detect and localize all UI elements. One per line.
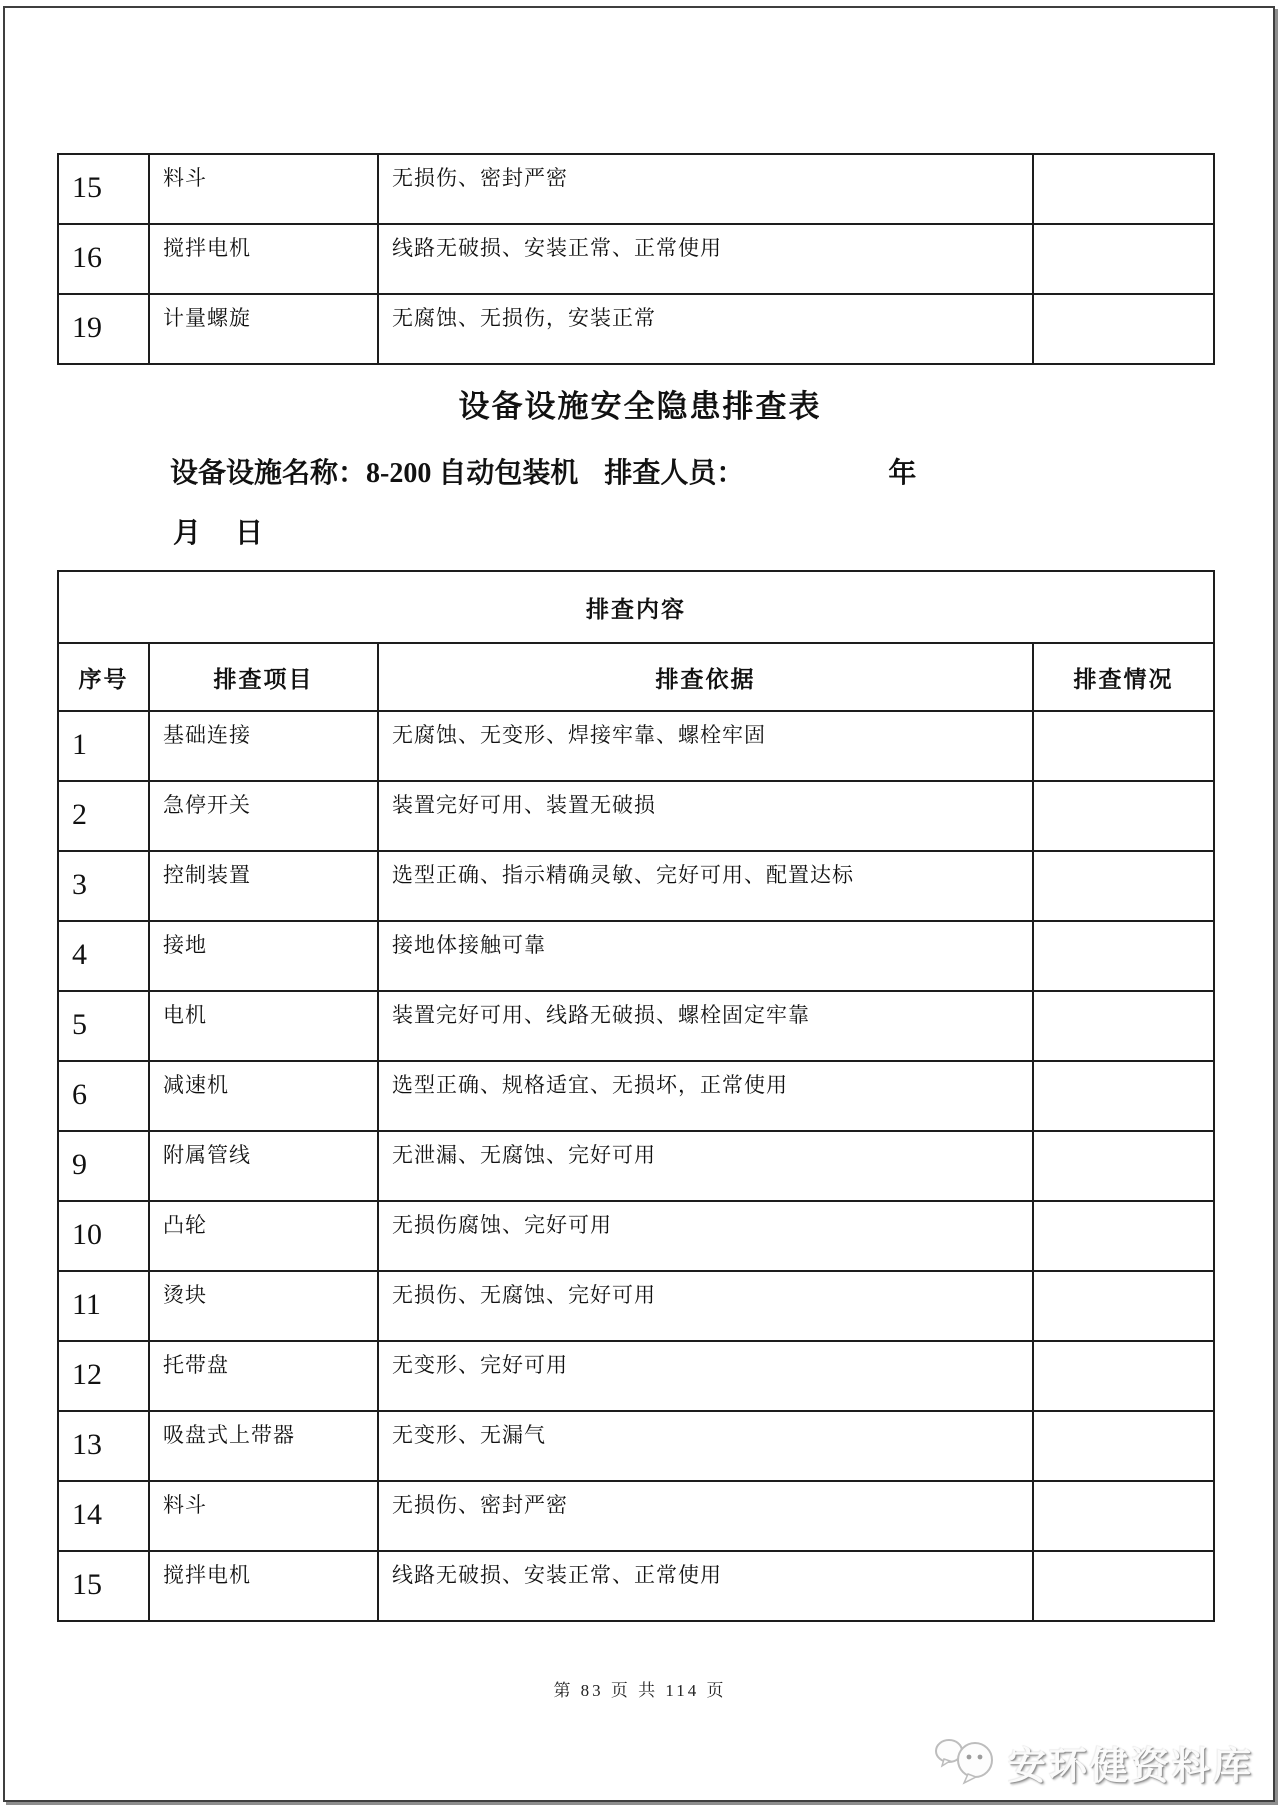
table-row bbox=[58, 1341, 1214, 1411]
footer-page-number: 第 83 页 共 114 页 bbox=[553, 1681, 727, 1700]
cell-serial-number: 10 bbox=[58, 1201, 149, 1271]
cell-inspection-status bbox=[1033, 1131, 1214, 1201]
cell-inspection-status bbox=[1033, 1411, 1214, 1481]
cell-inspection-item: 托带盘 bbox=[149, 1341, 378, 1411]
cell-inspection-item: 吸盘式上带器 bbox=[149, 1411, 378, 1481]
inspector-label: 排查人员： bbox=[604, 458, 745, 489]
cell-inspection-item: 急停开关 bbox=[149, 781, 378, 851]
cell-inspection-status bbox=[1033, 711, 1214, 781]
top-table-body bbox=[58, 154, 1214, 364]
table-row bbox=[58, 1201, 1214, 1271]
cell-inspection-status bbox=[1033, 294, 1214, 364]
top-table bbox=[57, 153, 1215, 365]
cell-serial-number: 3 bbox=[58, 851, 149, 921]
cell-inspection-status bbox=[1033, 991, 1214, 1061]
cell-inspection-basis: 无损伤、密封严密 bbox=[378, 1481, 1033, 1551]
cell-inspection-item: 接地 bbox=[149, 921, 378, 991]
cell-inspection-item: 料斗 bbox=[149, 154, 378, 224]
subtitle-line-2 bbox=[173, 511, 263, 551]
cell-inspection-basis: 无泄漏、无腐蚀、完好可用 bbox=[378, 1131, 1033, 1201]
table-row bbox=[58, 154, 1214, 224]
day-label: 日 bbox=[235, 518, 264, 549]
cell-inspection-status bbox=[1033, 1061, 1214, 1131]
page-title: 设备设施安全隐患排查表 bbox=[458, 389, 822, 424]
subtitle-line bbox=[170, 451, 916, 491]
cell-inspection-status bbox=[1033, 781, 1214, 851]
cell-inspection-status bbox=[1033, 154, 1214, 224]
cell-inspection-basis: 无腐蚀、无变形、焊接牢靠、螺栓牢固 bbox=[378, 711, 1033, 781]
col-header-item: 排查项目 bbox=[149, 643, 378, 711]
cell-serial-number: 12 bbox=[58, 1341, 149, 1411]
cell-inspection-basis: 无损伤、密封严密 bbox=[378, 154, 1033, 224]
cell-serial-number: 5 bbox=[58, 991, 149, 1061]
cell-inspection-status bbox=[1033, 921, 1214, 991]
col-header-serial: 序号 bbox=[58, 643, 149, 711]
table-row bbox=[58, 1271, 1214, 1341]
table-row bbox=[58, 294, 1214, 364]
cell-inspection-basis: 线路无破损、安装正常、正常使用 bbox=[378, 1551, 1033, 1621]
cell-inspection-basis: 选型正确、规格适宜、无损坏，正常使用 bbox=[378, 1061, 1033, 1131]
cell-inspection-item: 烫块 bbox=[149, 1271, 378, 1341]
cell-inspection-item: 搅拌电机 bbox=[149, 224, 378, 294]
cell-inspection-item: 减速机 bbox=[149, 1061, 378, 1131]
cell-inspection-basis: 接地体接触可靠 bbox=[378, 921, 1033, 991]
cell-inspection-status bbox=[1033, 1271, 1214, 1341]
cell-inspection-item: 附属管线 bbox=[149, 1131, 378, 1201]
cell-inspection-status bbox=[1033, 1201, 1214, 1271]
table-row bbox=[58, 1131, 1214, 1201]
watermark-text: 安环健资料库 bbox=[1007, 1745, 1254, 1788]
device-name-label: 设备设施名称： bbox=[170, 458, 367, 489]
main-table-head bbox=[58, 571, 1214, 711]
cell-inspection-item: 搅拌电机 bbox=[149, 1551, 378, 1621]
table-row bbox=[58, 781, 1214, 851]
main-table-body bbox=[58, 711, 1214, 1621]
cell-inspection-basis: 无损伤腐蚀、完好可用 bbox=[378, 1201, 1033, 1271]
cell-inspection-basis: 无变形、完好可用 bbox=[378, 1341, 1033, 1411]
table-row bbox=[58, 991, 1214, 1061]
table-row bbox=[58, 851, 1214, 921]
cell-inspection-status bbox=[1033, 1551, 1214, 1621]
cell-serial-number: 16 bbox=[58, 224, 149, 294]
table-row bbox=[58, 921, 1214, 991]
main-table bbox=[57, 570, 1215, 1622]
col-header-basis: 排查依据 bbox=[378, 643, 1033, 711]
cell-inspection-status bbox=[1033, 224, 1214, 294]
cell-serial-number: 15 bbox=[58, 154, 149, 224]
cell-inspection-basis: 线路无破损、安装正常、正常使用 bbox=[378, 224, 1033, 294]
year-label: 年 bbox=[888, 458, 917, 489]
table-row bbox=[58, 711, 1214, 781]
wechat-chat-bubbles-icon bbox=[934, 1733, 1000, 1791]
cell-inspection-basis: 无变形、无漏气 bbox=[378, 1411, 1033, 1481]
cell-serial-number: 2 bbox=[58, 781, 149, 851]
cell-inspection-basis: 无腐蚀、无损伤，安装正常 bbox=[378, 294, 1033, 364]
device-name-value: 8-200 自动包装机 bbox=[366, 458, 579, 489]
cell-inspection-status bbox=[1033, 1481, 1214, 1551]
cell-serial-number: 1 bbox=[58, 711, 149, 781]
cell-serial-number: 14 bbox=[58, 1481, 149, 1551]
cell-inspection-item: 基础连接 bbox=[149, 711, 378, 781]
cell-serial-number: 6 bbox=[58, 1061, 149, 1131]
cell-inspection-item: 凸轮 bbox=[149, 1201, 378, 1271]
column-header-row bbox=[58, 643, 1214, 711]
cell-inspection-basis: 装置完好可用、线路无破损、螺栓固定牢靠 bbox=[378, 991, 1033, 1061]
table-row bbox=[58, 1411, 1214, 1481]
table-row bbox=[58, 1481, 1214, 1551]
cell-inspection-item: 计量螺旋 bbox=[149, 294, 378, 364]
cell-inspection-basis: 选型正确、指示精确灵敏、完好可用、配置达标 bbox=[378, 851, 1033, 921]
section-header: 排查内容 bbox=[58, 571, 1214, 643]
section-header-row bbox=[58, 571, 1214, 643]
table-row bbox=[58, 1061, 1214, 1131]
cell-serial-number: 15 bbox=[58, 1551, 149, 1621]
cell-inspection-item: 料斗 bbox=[149, 1481, 378, 1551]
cell-inspection-status bbox=[1033, 851, 1214, 921]
cell-serial-number: 11 bbox=[58, 1271, 149, 1341]
cell-serial-number: 19 bbox=[58, 294, 149, 364]
cell-serial-number: 13 bbox=[58, 1411, 149, 1481]
cell-inspection-basis: 无损伤、无腐蚀、完好可用 bbox=[378, 1271, 1033, 1341]
cell-inspection-status bbox=[1033, 1341, 1214, 1411]
table-row bbox=[58, 1551, 1214, 1621]
cell-inspection-item: 电机 bbox=[149, 991, 378, 1061]
cell-serial-number: 4 bbox=[58, 921, 149, 991]
watermark bbox=[934, 1733, 1254, 1791]
cell-inspection-basis: 装置完好可用、装置无破损 bbox=[378, 781, 1033, 851]
col-header-status: 排查情况 bbox=[1033, 643, 1214, 711]
cell-serial-number: 9 bbox=[58, 1131, 149, 1201]
month-label: 月 bbox=[173, 518, 202, 549]
cell-inspection-item: 控制装置 bbox=[149, 851, 378, 921]
table-row bbox=[58, 224, 1214, 294]
